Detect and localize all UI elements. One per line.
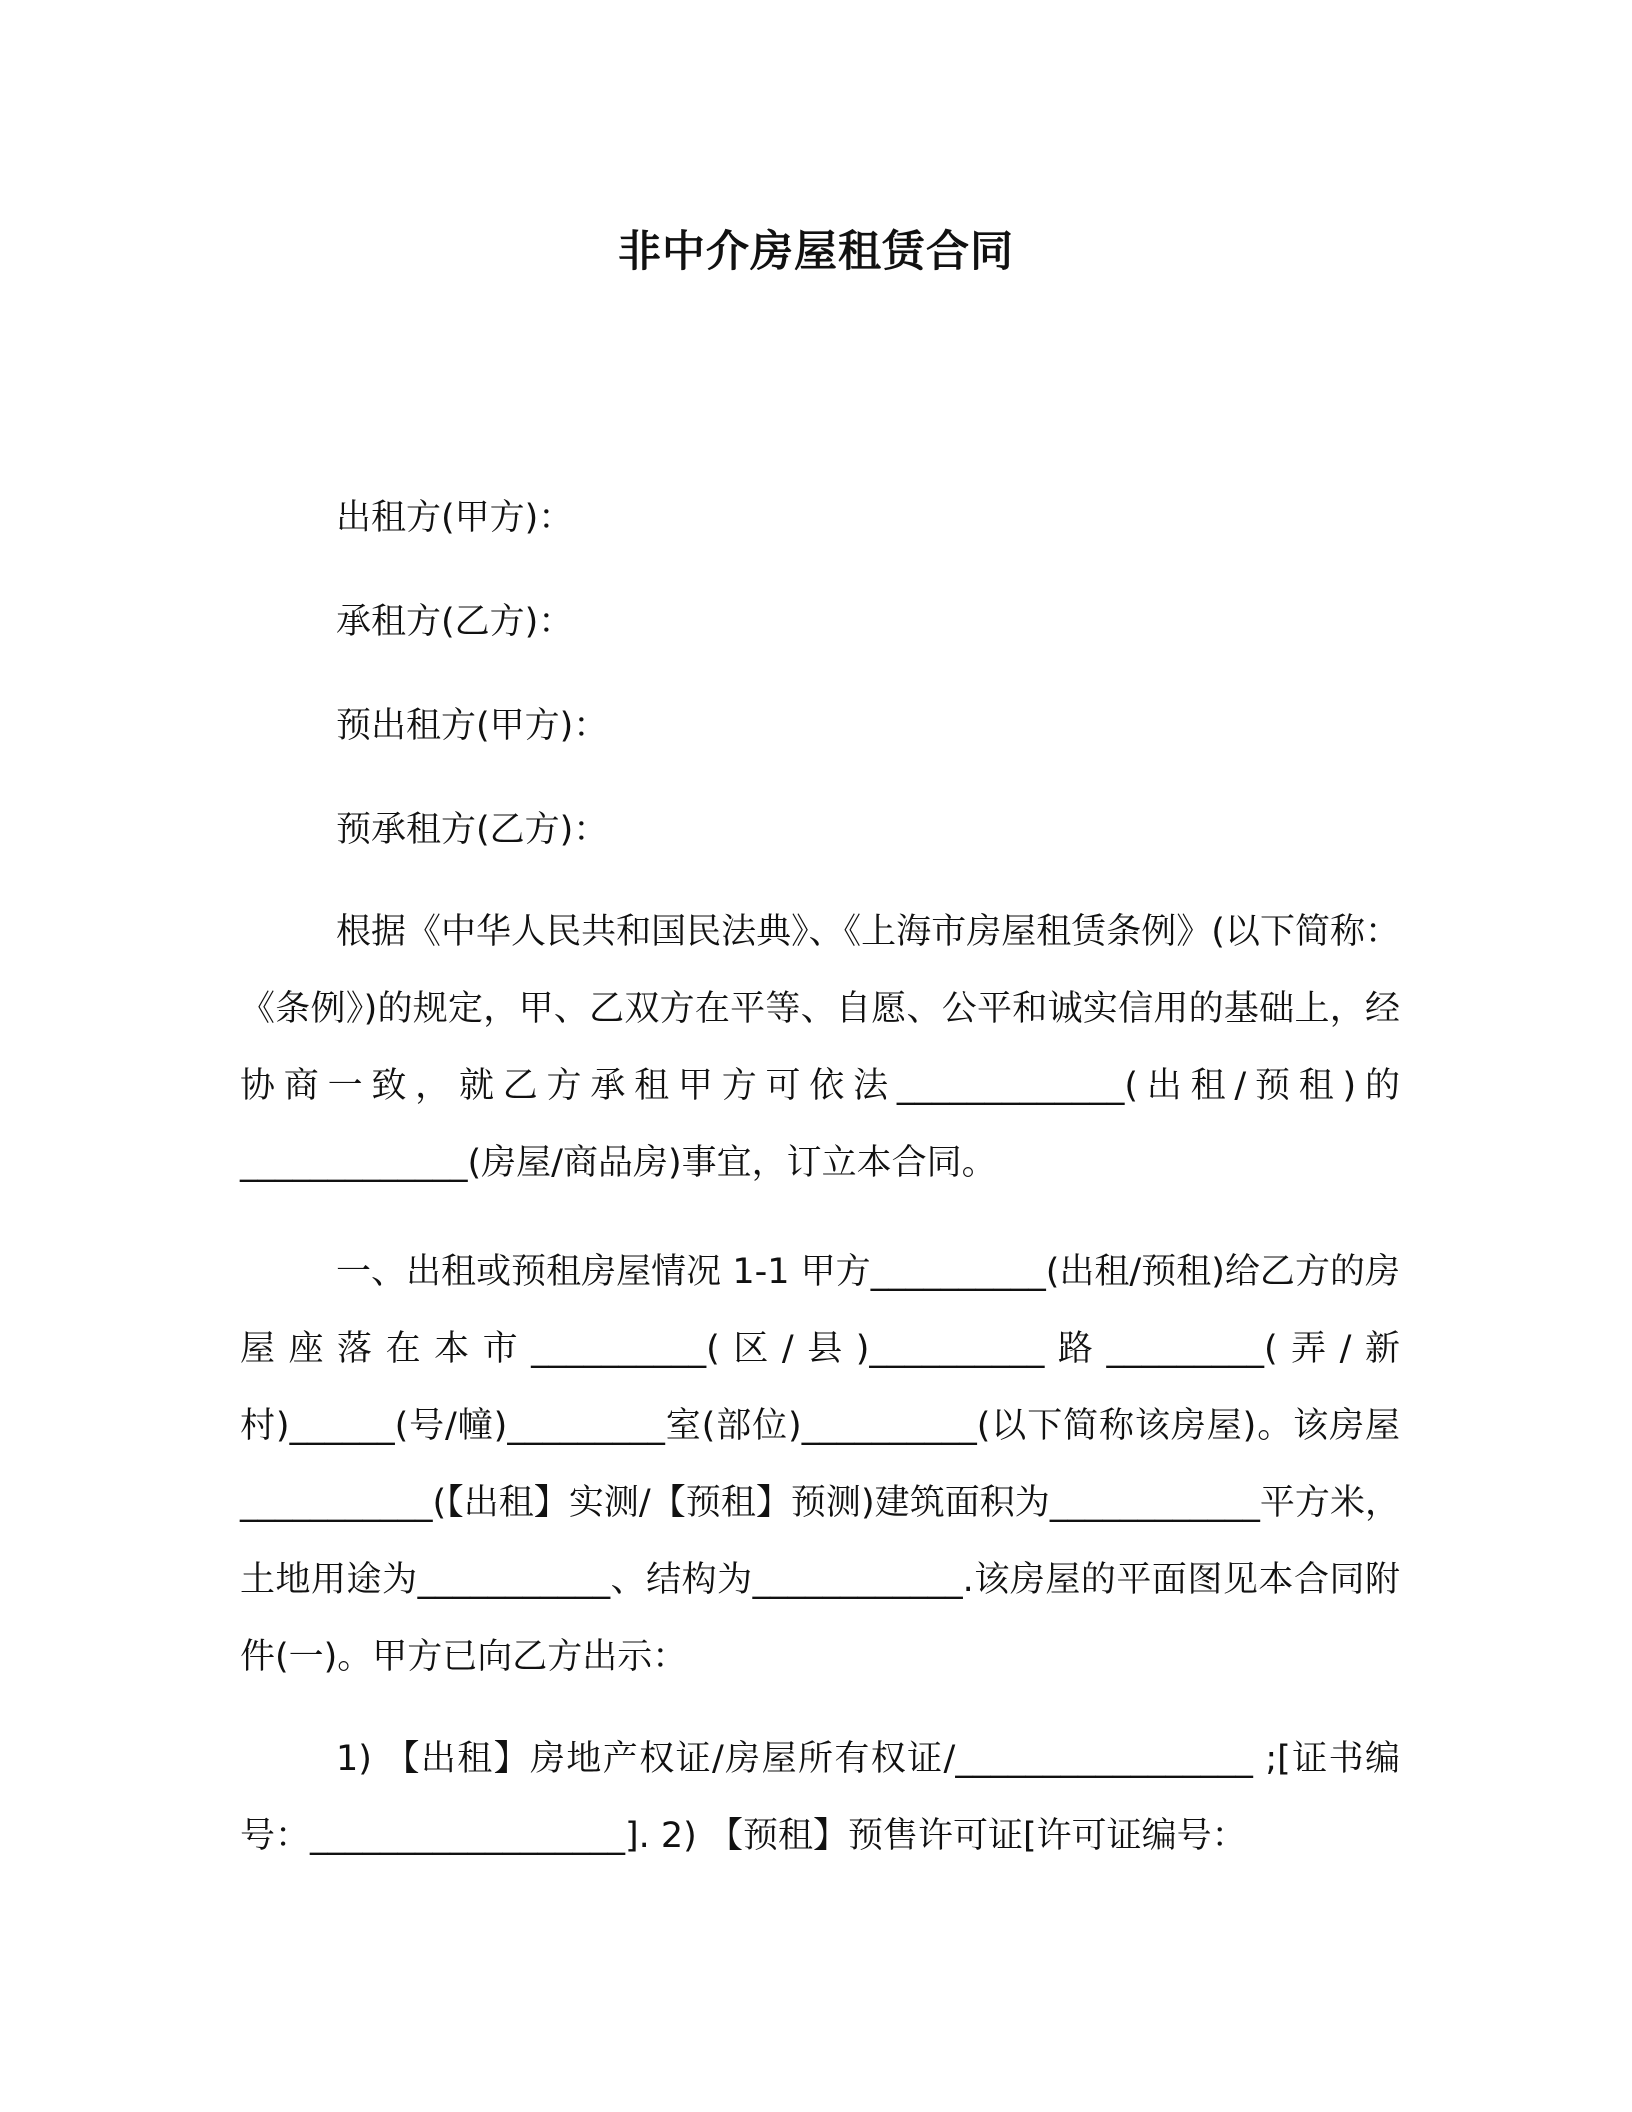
paragraph-certificates: 1) 【出租】房地产权证/房屋所有权证/_________________ ;[证书编号：__________________]. 2) 【预租】预售许可证[许可证编号： xyxy=(240,1739,1400,1856)
party-lessor: 出租方(甲方)： xyxy=(336,498,574,538)
document-title: 非中介房屋租赁合同 xyxy=(618,227,1014,277)
paragraph-preamble: 根据《中华人民共和国民法典》、《上海市房屋租赁条例》(以下简称：《条例》)的规定，甲、乙双方在平等、自愿、公平和诚实信用的基础上，经协商一致，就乙方承租甲方可依法_____________(出租/预租)的_____________(房屋/商品房)事宜，订立本合同。 xyxy=(240,912,1400,1183)
party-lessee: 承租方(乙方)： xyxy=(336,602,574,642)
paragraph-section-1: 一、出租或预租房屋情况 1-1 甲方__________(出租/预租)给乙方的房屋座落在本市__________(区/县)__________路_________(弄/新村)______(号/幢)_________室(部位)__________(以下简称该房屋)。该房屋___________(【出租】实测/【预租】预测)建筑面积为____________平方米，土地用途为___________、结构为____________.该房屋的平面图见本合同附件(一)。甲方已向乙方出示： xyxy=(240,1252,1400,1677)
party-pre-lessor: 预出租方(甲方)： xyxy=(336,706,609,746)
party-pre-lessee: 预承租方(乙方)： xyxy=(336,810,609,850)
